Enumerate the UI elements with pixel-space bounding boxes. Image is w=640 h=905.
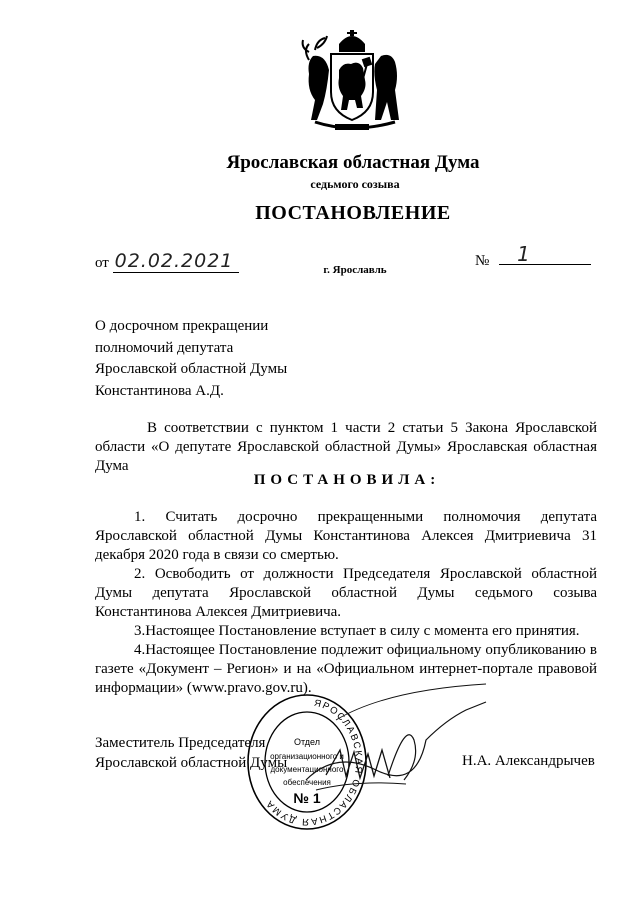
yaroslavl-coat-of-arms-icon [295, 30, 407, 134]
svg-text:№ 1: № 1 [293, 790, 321, 806]
organization-name: Ярославская областная Дума [226, 152, 480, 173]
document-subject [95, 316, 287, 402]
number-prefix: № [475, 253, 490, 269]
signatory-position-line: Заместитель Председателя [95, 735, 266, 751]
convocation-label: седьмого созыва [310, 177, 400, 191]
resolution-item-1: 1. Считать досрочно прекращенными полномочия депутата Ярославской областной Думы Константинова Алексея Дмитриевича 31 декабря 2020 года в связи со смертью. [95, 509, 597, 563]
resolution-item-2: 2. Освободить от должности Председателя Ярославской областной Думы депутата Ярославской областной Думы седьмого созыва Константинова Алексея Дмитриевича. [95, 566, 597, 620]
resolved-heading: ПОСТАНОВИЛА: [253, 472, 441, 488]
subject-line: О досрочном прекращении [95, 318, 269, 334]
svg-text:ЯРОСЛАВСКАЯ ОБЛАСТНАЯ ДУМА: ЯРОСЛАВСКАЯ ОБЛАСТНАЯ ДУМА [263, 697, 364, 828]
svg-text:обеспечения: обеспечения [283, 778, 331, 787]
handwritten-number: 1 [517, 242, 530, 266]
resolution-item-4: 4.Настоящее Постановление подлежит официальному опубликованию в газете «Документ – Регион» и на «Официальном интернет-портале правовой информации» (www.pravo.gov.ru). [95, 642, 597, 696]
date-prefix: от [95, 255, 109, 271]
number-field [499, 242, 591, 266]
handwritten-signature [293, 680, 496, 800]
resolution-items [95, 508, 597, 698]
handwritten-date: 02.02.2021 [113, 250, 240, 273]
city-label: г. Ярославль [323, 264, 387, 276]
signatory-name: Н.А. Александрычев [462, 753, 595, 769]
document-type-title: ПОСТАНОВЛЕНИЕ [255, 202, 451, 224]
subject-line: полномочий депутата [95, 339, 234, 356]
resolution-item-3: 3.Настоящее Постановление вступает в силу с момента его принятия. [134, 623, 580, 639]
svg-text:Отдел: Отдел [293, 737, 321, 747]
preamble-paragraph: В соответствии с пунктом 1 части 2 статьи 5 Закона Ярославской области «О депутате Ярославской областной Думы» Ярославская областная Дума [95, 420, 597, 474]
subject-line: Константинова А.Д. [95, 382, 224, 399]
subject-line: Ярославской областной Думы [95, 361, 288, 377]
svg-text:организационного и: организационного и [270, 752, 344, 761]
signatory-position-line: Ярославской областной Думы [95, 755, 288, 771]
svg-text:документационного: документационного [270, 765, 344, 774]
